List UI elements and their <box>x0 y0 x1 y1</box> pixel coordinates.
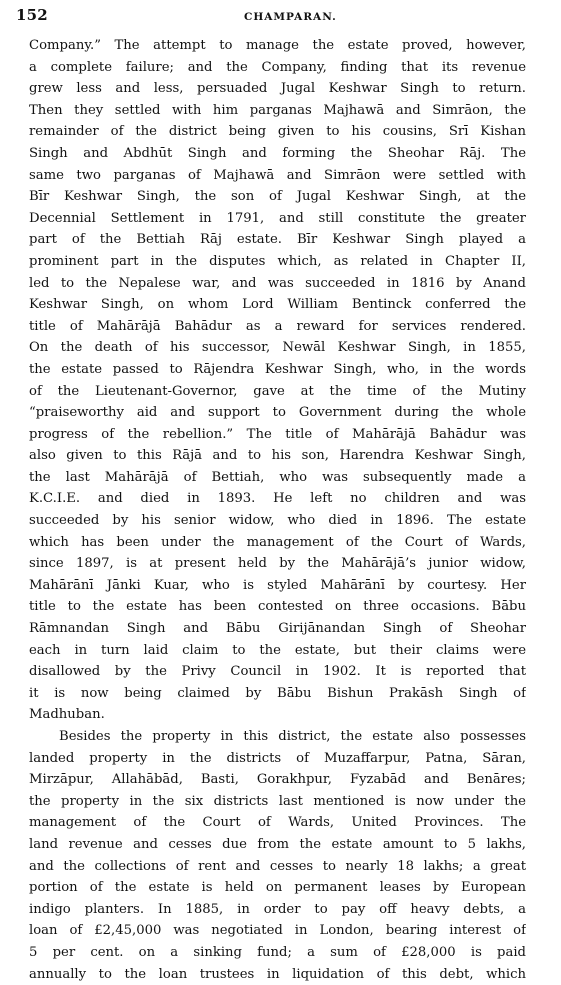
text-line: Then they settled with him parganas Majhawā and Simrāon, the <box>29 102 526 118</box>
text-line: same two parganas of Majhawā and Simrāon were settled with <box>29 167 526 183</box>
text-line: landed property in the districts of Muzaffarpur, Patna, Sāran, <box>29 750 526 766</box>
text-line: portion of the estate is held on permanent leases by European <box>29 880 526 896</box>
text-line: annually to the loan trustees in liquidation of this debt, which <box>29 966 526 982</box>
text-line: succeeded by his senior widow, who died in 1896. The estate <box>29 513 526 529</box>
text-line: progress of the rebellion.” The title of Mahārājā Bahādur was <box>29 426 526 442</box>
text-line: “praiseworthy aid and support to Government during the whole <box>29 405 526 421</box>
text-line: 5 per cent. on a sinking fund; a sum of £28,000 is paid <box>29 944 526 960</box>
page-header <box>16 6 548 26</box>
text-line: of the Lieutenant-Governor, gave at the time of the Mutiny <box>29 383 526 399</box>
text-line: grew less and less, persuaded Jugal Keshwar Singh to return. <box>29 81 526 97</box>
text-line: each in turn laid claim to the estate, but their claims were <box>29 642 526 658</box>
text-line: it is now being claimed by Bābu Bishun Prakāsh Singh of <box>29 685 526 701</box>
text-line: since 1897, is at present held by the Mahārājā’s junior widow, <box>29 556 526 572</box>
text-line: and the collections of rent and cesses to nearly 18 lakhs; a great <box>29 858 526 874</box>
text-line: K.C.I.E. and died in 1893. He left no children and was <box>29 491 526 507</box>
text-line: Mirzāpur, Allahābād, Basti, Gorakhpur, Fyzabād and Benāres; <box>29 772 526 788</box>
text-line: Madhuban. <box>29 707 105 723</box>
text-line: which has been under the management of the Court of Wards, <box>29 534 526 550</box>
text-line: disallowed by the Privy Council in 1902. It is reported that <box>29 664 526 680</box>
text-line: Singh and Abdhūt Singh and forming the Sheohar Rāj. The <box>29 145 526 161</box>
text-line: Keshwar Singh, on whom Lord William Bentinck conferred the <box>29 297 526 313</box>
text-line: prominent part in the disputes which, as related in Chapter II, <box>29 253 526 269</box>
body-text <box>29 35 526 985</box>
text-line: Decennial Settlement in 1791, and still constitute the greater <box>29 210 526 226</box>
text-line: the estate passed to Rājendra Keshwar Singh, who, in the words <box>29 361 526 377</box>
text-line: land revenue and cesses due from the estate amount to 5 lakhs, <box>29 836 526 852</box>
text-line: indigo planters. In 1885, in order to pay off heavy debts, a <box>29 901 526 917</box>
text-line: a complete failure; and the Company, finding that its revenue <box>29 59 526 75</box>
text-line: title to the estate has been contested on three occasions. Bābu <box>29 599 526 615</box>
page-number: 152 <box>16 6 48 24</box>
text-line: also given to this Rājā and to his son, Harendra Keshwar Singh, <box>29 448 526 464</box>
text-line: loan of £2,45,000 was negotiated in London, bearing interest of <box>29 923 526 939</box>
text-line: led to the Nepalese war, and was succeeded in 1816 by Anand <box>29 275 526 291</box>
text-line: title of Mahārājā Bahādur as a reward for services rendered. <box>29 318 526 334</box>
text-line: Bīr Keshwar Singh, the son of Jugal Keshwar Singh, at the <box>29 189 526 205</box>
text-line: On the death of his successor, Newāl Keshwar Singh, in 1855, <box>29 340 526 356</box>
text-line: Mahārānī Jānki Kuar, who is styled Mahārānī by courtesy. Her <box>29 577 526 593</box>
text-line: management of the Court of Wards, United Provinces. The <box>29 815 526 831</box>
text-line: remainder of the district being given to his cousins, Srī Kishan <box>29 124 526 140</box>
text-line: Rāmnandan Singh and Bābu Girijānandan Singh of Sheohar <box>29 621 526 637</box>
text-line: Besides the property in this district, the estate also possesses <box>59 729 526 744</box>
text-line: the property in the six districts last mentioned is now under the <box>29 793 526 809</box>
text-line: the last Mahārājā of Bettiah, who was subsequently made a <box>29 469 526 485</box>
text-line: Company.” The attempt to manage the estate proved, however, <box>29 38 526 53</box>
text-line: part of the Bettiah Rāj estate. Bīr Keshwar Singh played a <box>29 232 526 248</box>
running-head: CHAMPARAN. <box>244 11 337 23</box>
